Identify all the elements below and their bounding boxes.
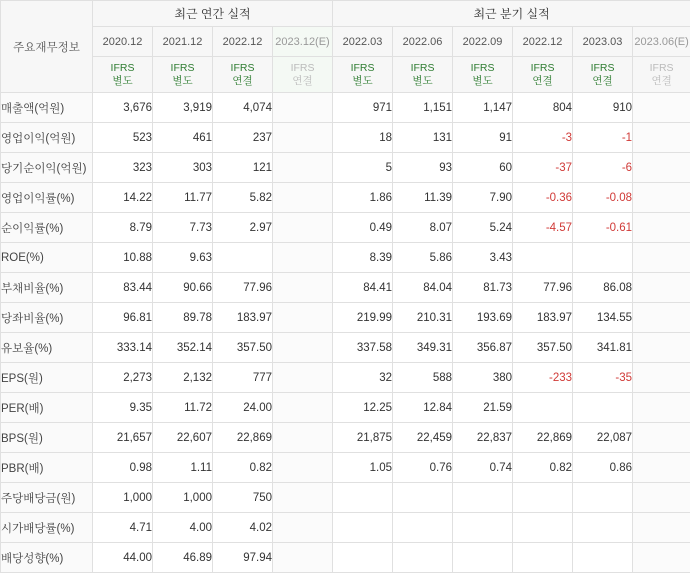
standard-line1: IFRS (171, 62, 195, 74)
table-cell: 22,869 (513, 423, 573, 453)
table-cell (453, 543, 513, 573)
table-cell (273, 453, 333, 483)
table-cell (633, 543, 690, 573)
standard-line2: 별도 (333, 75, 392, 88)
table-cell (513, 483, 573, 513)
table-cell: 0.86 (573, 453, 633, 483)
table-row (1, 243, 690, 273)
table-cell: 7.73 (153, 213, 213, 243)
table-cell: 210.31 (393, 303, 453, 333)
table-cell (633, 303, 690, 333)
table-cell (633, 333, 690, 363)
period-header-1: 2021.12 (153, 27, 213, 57)
table-cell (633, 243, 690, 273)
table-cell (273, 513, 333, 543)
table-row (1, 513, 690, 543)
period-header-6: 2022.09 (453, 27, 513, 57)
table-cell: 5 (333, 153, 393, 183)
header-standard-row (1, 57, 690, 93)
table-cell (453, 483, 513, 513)
table-cell: 18 (333, 123, 393, 153)
table-cell: 93 (393, 153, 453, 183)
table-cell (633, 93, 690, 123)
table-cell (393, 483, 453, 513)
table-cell: 22,869 (213, 423, 273, 453)
standard-line1: IFRS (351, 62, 375, 74)
standard-header-6 (453, 57, 513, 93)
table-cell: -0.36 (513, 183, 573, 213)
table-cell: 349.31 (393, 333, 453, 363)
table-cell: 7.90 (453, 183, 513, 213)
table-cell: 11.39 (393, 183, 453, 213)
table-cell: -35 (573, 363, 633, 393)
table-cell: 11.77 (153, 183, 213, 213)
table-cell (633, 273, 690, 303)
table-cell: 1,000 (153, 483, 213, 513)
table-cell (453, 513, 513, 543)
table-cell (273, 243, 333, 273)
table-cell: 3,676 (93, 93, 153, 123)
table-cell: 8.79 (93, 213, 153, 243)
table-cell: 11.72 (153, 393, 213, 423)
table-cell: 12.84 (393, 393, 453, 423)
table-cell: 77.96 (213, 273, 273, 303)
table-cell: 333.14 (93, 333, 153, 363)
table-cell (273, 393, 333, 423)
row-label: PER(배) (1, 393, 93, 423)
table-row (1, 183, 690, 213)
standard-line1: IFRS (111, 62, 135, 74)
table-cell (633, 453, 690, 483)
table-cell (273, 213, 333, 243)
table-cell: 193.69 (453, 303, 513, 333)
table-cell: 60 (453, 153, 513, 183)
table-cell: 0.82 (513, 453, 573, 483)
table-cell: 81.73 (453, 273, 513, 303)
table-row (1, 453, 690, 483)
table-cell: 22,459 (393, 423, 453, 453)
period-header-5: 2022.06 (393, 27, 453, 57)
table-cell (333, 483, 393, 513)
period-header-3: 2023.12(E) (273, 27, 333, 57)
table-cell: 121 (213, 153, 273, 183)
table-cell: 46.89 (153, 543, 213, 573)
table-cell: 21,875 (333, 423, 393, 453)
table-cell: 12.25 (333, 393, 393, 423)
standard-header-0 (93, 57, 153, 93)
standard-line1: IFRS (531, 62, 555, 74)
table-cell: 356.87 (453, 333, 513, 363)
standard-line2: 연결 (213, 75, 272, 88)
standard-line2: 연결 (633, 75, 690, 88)
table-cell: 89.78 (153, 303, 213, 333)
period-header-7: 2022.12 (513, 27, 573, 57)
standard-line2: 별도 (393, 75, 452, 88)
row-label: 유보율(%) (1, 333, 93, 363)
row-label: 주당배당금(원) (1, 483, 93, 513)
standard-header-1 (153, 57, 213, 93)
standard-line2: 연결 (573, 75, 632, 88)
row-label: ROE(%) (1, 243, 93, 273)
table-cell: 134.55 (573, 303, 633, 333)
row-label: PBR(배) (1, 453, 93, 483)
table-cell: -4.57 (513, 213, 573, 243)
table-cell (393, 513, 453, 543)
table-cell: 77.96 (513, 273, 573, 303)
table-cell: 24.00 (213, 393, 273, 423)
table-cell (333, 513, 393, 543)
table-cell: 2,132 (153, 363, 213, 393)
table-cell: 1.86 (333, 183, 393, 213)
table-cell: -37 (513, 153, 573, 183)
table-cell: 380 (453, 363, 513, 393)
table-cell: 352.14 (153, 333, 213, 363)
table-cell: 83.44 (93, 273, 153, 303)
period-header-9: 2023.06(E) (633, 27, 690, 57)
table-cell: 21.59 (453, 393, 513, 423)
table-row (1, 213, 690, 243)
table-cell: 777 (213, 363, 273, 393)
table-cell (633, 513, 690, 543)
table-cell (573, 543, 633, 573)
row-label: EPS(원) (1, 363, 93, 393)
table-cell: 14.22 (93, 183, 153, 213)
table-row (1, 303, 690, 333)
table-cell (273, 483, 333, 513)
standard-line1: IFRS (650, 62, 674, 74)
table-cell (633, 393, 690, 423)
table-cell (573, 393, 633, 423)
table-cell: -0.61 (573, 213, 633, 243)
period-header-0: 2020.12 (93, 27, 153, 57)
table-cell: 0.76 (393, 453, 453, 483)
table-cell (513, 513, 573, 543)
table-cell: 1,151 (393, 93, 453, 123)
table-cell: 337.58 (333, 333, 393, 363)
table-cell: 1.05 (333, 453, 393, 483)
standard-header-8 (573, 57, 633, 93)
table-cell: 44.00 (93, 543, 153, 573)
table-cell: 3.43 (453, 243, 513, 273)
table-cell: 971 (333, 93, 393, 123)
period-header-2: 2022.12 (213, 27, 273, 57)
table-cell: 1,000 (93, 483, 153, 513)
table-cell: 0.98 (93, 453, 153, 483)
table-cell: 357.50 (213, 333, 273, 363)
table-cell (573, 513, 633, 543)
table-cell: 8.07 (393, 213, 453, 243)
table-cell (633, 363, 690, 393)
table-cell: 523 (93, 123, 153, 153)
table-cell: 22,837 (453, 423, 513, 453)
table-cell: 461 (153, 123, 213, 153)
table-cell: 22,607 (153, 423, 213, 453)
table-row (1, 393, 690, 423)
table-cell: 4,074 (213, 93, 273, 123)
table-cell: -1 (573, 123, 633, 153)
table-cell (513, 243, 573, 273)
table-cell: 1.11 (153, 453, 213, 483)
table-cell: 8.39 (333, 243, 393, 273)
table-cell: 9.35 (93, 393, 153, 423)
standard-header-2 (213, 57, 273, 93)
standard-line2: 연결 (513, 75, 572, 88)
corner-label: 주요재무정보 (1, 1, 93, 93)
row-label: 당좌비율(%) (1, 303, 93, 333)
table-cell (273, 303, 333, 333)
table-cell: 2.97 (213, 213, 273, 243)
table-cell: -6 (573, 153, 633, 183)
table-cell (273, 273, 333, 303)
row-label: 부채비율(%) (1, 273, 93, 303)
row-label: 영업이익률(%) (1, 183, 93, 213)
table-row (1, 423, 690, 453)
table-cell: 21,657 (93, 423, 153, 453)
table-cell: 0.74 (453, 453, 513, 483)
header-group-row (1, 1, 690, 27)
table-cell: 323 (93, 153, 153, 183)
row-label: 배당성향(%) (1, 543, 93, 573)
table-cell: -3 (513, 123, 573, 153)
table-cell (393, 543, 453, 573)
table-row (1, 273, 690, 303)
table-row (1, 363, 690, 393)
table-cell: 588 (393, 363, 453, 393)
table-cell (273, 183, 333, 213)
table-cell: 219.99 (333, 303, 393, 333)
table-cell: 357.50 (513, 333, 573, 363)
table-cell: 1,147 (453, 93, 513, 123)
standard-line1: IFRS (591, 62, 615, 74)
table-cell: 0.82 (213, 453, 273, 483)
table-cell: 9.63 (153, 243, 213, 273)
table-cell (273, 423, 333, 453)
standard-line1: IFRS (291, 62, 315, 74)
table-cell: 5.82 (213, 183, 273, 213)
table-row (1, 123, 690, 153)
table-cell (513, 543, 573, 573)
table-cell: 22,087 (573, 423, 633, 453)
table-cell (273, 93, 333, 123)
standard-header-7 (513, 57, 573, 93)
table-cell (273, 123, 333, 153)
table-row (1, 93, 690, 123)
table-cell (573, 243, 633, 273)
table-cell: 804 (513, 93, 573, 123)
group-header-quarterly: 최근 분기 실적 (333, 1, 690, 27)
table-header (1, 1, 690, 93)
standard-line2: 별도 (453, 75, 512, 88)
row-label: 당기순이익(억원) (1, 153, 93, 183)
standard-line1: IFRS (231, 62, 255, 74)
table-cell: 750 (213, 483, 273, 513)
table-cell (273, 333, 333, 363)
row-label: 영업이익(억원) (1, 123, 93, 153)
table-cell: 131 (393, 123, 453, 153)
row-label: BPS(원) (1, 423, 93, 453)
standard-line2: 별도 (153, 75, 212, 88)
table-cell: 97.94 (213, 543, 273, 573)
table-cell: 91 (453, 123, 513, 153)
table-cell (273, 363, 333, 393)
table-cell: 183.97 (513, 303, 573, 333)
row-label: 순이익률(%) (1, 213, 93, 243)
table-cell: 5.86 (393, 243, 453, 273)
row-label: 시가배당률(%) (1, 513, 93, 543)
table-row (1, 543, 690, 573)
table-cell (273, 153, 333, 183)
table-cell (213, 243, 273, 273)
table-cell: 4.71 (93, 513, 153, 543)
table-row (1, 483, 690, 513)
table-cell (633, 213, 690, 243)
header-period-row (1, 27, 690, 57)
standard-header-4 (333, 57, 393, 93)
period-header-4: 2022.03 (333, 27, 393, 57)
table-cell (273, 543, 333, 573)
table-cell: 86.08 (573, 273, 633, 303)
row-label: 매출액(억원) (1, 93, 93, 123)
table-cell: 303 (153, 153, 213, 183)
table-cell: 84.04 (393, 273, 453, 303)
standard-line2: 별도 (93, 75, 152, 88)
table-row (1, 333, 690, 363)
table-cell (573, 483, 633, 513)
table-cell (633, 483, 690, 513)
table-cell: 32 (333, 363, 393, 393)
table-cell (333, 543, 393, 573)
table-cell: -0.08 (573, 183, 633, 213)
table-cell: 341.81 (573, 333, 633, 363)
table-cell: -233 (513, 363, 573, 393)
table-cell: 0.49 (333, 213, 393, 243)
standard-line2: 연결 (273, 75, 332, 88)
table-cell: 96.81 (93, 303, 153, 333)
table-cell: 183.97 (213, 303, 273, 333)
table-cell: 5.24 (453, 213, 513, 243)
group-header-annual: 최근 연간 실적 (93, 1, 333, 27)
period-header-8: 2023.03 (573, 27, 633, 57)
table-cell (513, 393, 573, 423)
table-cell: 84.41 (333, 273, 393, 303)
table-cell (633, 423, 690, 453)
standard-header-9 (633, 57, 690, 93)
table-cell: 3,919 (153, 93, 213, 123)
table-cell (633, 183, 690, 213)
table-cell: 4.00 (153, 513, 213, 543)
table-row (1, 153, 690, 183)
table-cell: 90.66 (153, 273, 213, 303)
table-cell: 10.88 (93, 243, 153, 273)
table-cell: 237 (213, 123, 273, 153)
table-body (1, 93, 690, 573)
table-cell: 4.02 (213, 513, 273, 543)
standard-header-3 (273, 57, 333, 93)
table-cell: 2,273 (93, 363, 153, 393)
standard-header-5 (393, 57, 453, 93)
table-cell: 910 (573, 93, 633, 123)
standard-line1: IFRS (471, 62, 495, 74)
table-cell (633, 153, 690, 183)
standard-line1: IFRS (411, 62, 435, 74)
table-cell (633, 123, 690, 153)
